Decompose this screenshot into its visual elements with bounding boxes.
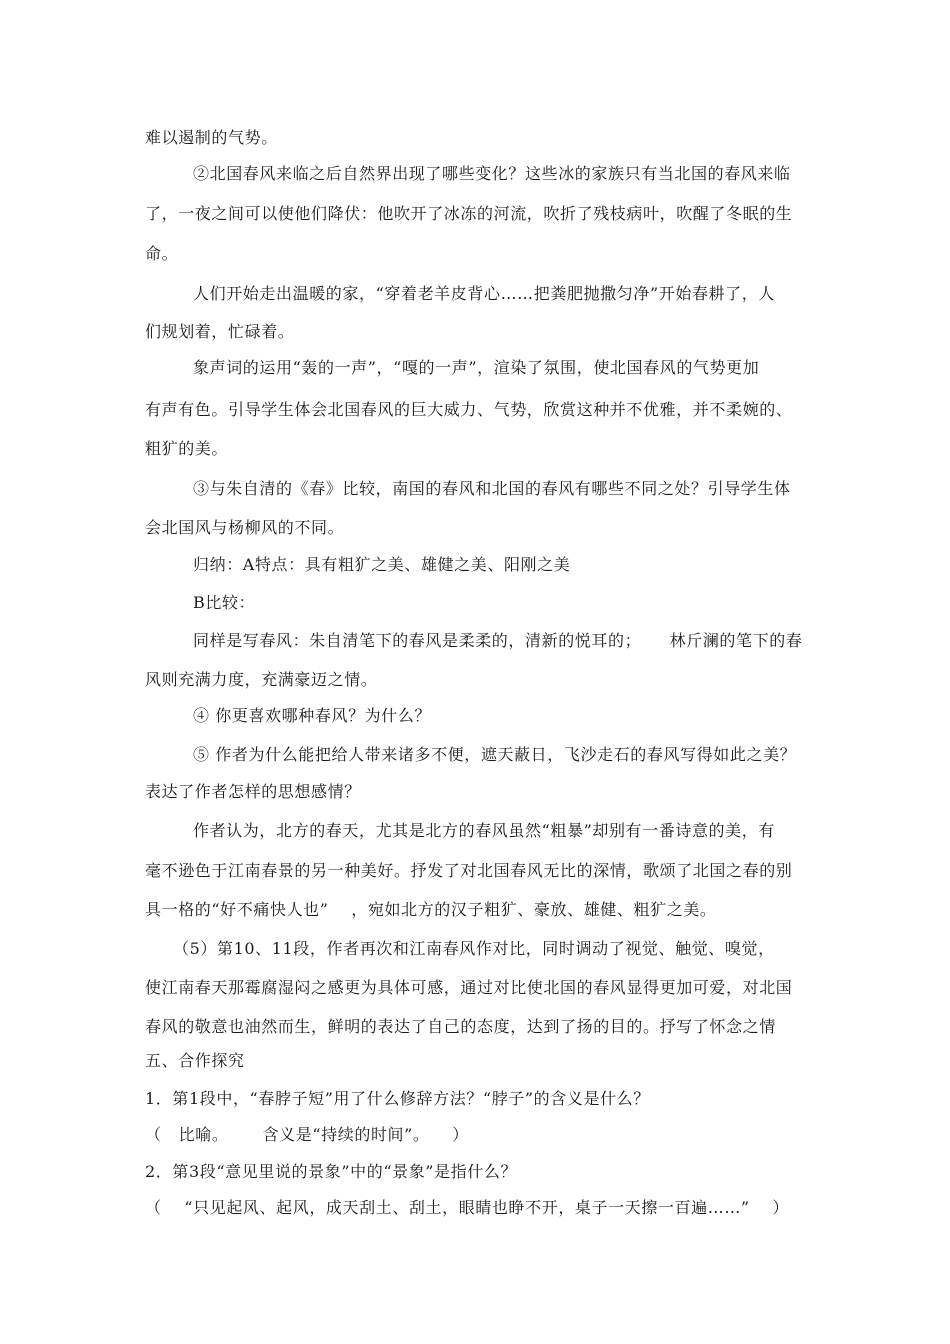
text-line: 归纳：A特点：具有粗犷之美、雄健之美、阳刚之美 xyxy=(193,555,571,574)
text-line: 象声词的运用“轰的一声”，“嘎的一声”，渲染了氛围，使北国春风的气势更加 xyxy=(193,358,760,377)
answer-2: （ “只见起风、起风，成天刮土、刮土，眼睛也睁不开，桌子一天擦一百遍……” ） xyxy=(145,1198,790,1217)
text-line: 使江南春天那霉腐湿闷之感更为具体可感，通过对比使北国的春风显得更加可爱，对北国 xyxy=(145,978,793,997)
text-line: ④ 你更喜欢哪种春风？为什么？ xyxy=(193,706,432,725)
text-line: 风则充满力度，充满豪迈之情。 xyxy=(145,670,378,689)
text-line: 难以遏制的气势。 xyxy=(145,128,278,147)
text-line: 表达了作者怎样的思想感情？ xyxy=(145,782,361,801)
text-line: （5）第10、11段，作者再次和江南春风作对比，同时调动了视觉、触觉、嗅觉， xyxy=(173,939,775,958)
text-line: 命。 xyxy=(145,244,179,263)
text-line: 人们开始走出温暖的家，“穿着老羊皮背心……把粪肥抛撒匀净”开始春耕了，人 xyxy=(193,284,775,303)
text-line: 作者认为，北方的春天，尤其是北方的春风虽然“粗暴”却别有一番诗意的美，有 xyxy=(193,821,775,840)
section-heading: 五、合作探究 xyxy=(145,1051,245,1070)
answer-1: （ 比喻。 含义是“持续的时间”。 ） xyxy=(145,1125,469,1144)
text-line: ③与朱自清的《春》比较，南国的春风和北国的春风有哪些不同之处？引导学生体 xyxy=(193,479,791,498)
text-line: 同样是写春风：朱自清笔下的春风是柔柔的，清新的悦耳的； 林斤澜的笔下的春 xyxy=(193,631,803,650)
text-line: B比较： xyxy=(193,593,256,612)
text-line: 有声有色。引导学生体会北国春风的巨大威力、气势，欣赏这种并不优雅，并不柔婉的、 xyxy=(145,400,793,419)
text-line: 们规划着，忙碌着。 xyxy=(145,322,295,341)
question-2: 2．第3段“意见里说的景象”中的“景象”是指什么？ xyxy=(145,1162,518,1181)
text-line: 会北国风与杨柳风的不同。 xyxy=(145,518,345,537)
text-line: 春风的敬意也油然而生，鲜明的表达了自己的态度，达到了扬的目的。抒写了怀念之情 xyxy=(145,1017,776,1036)
text-line: 了，一夜之间可以使他们降伏：他吹开了冰冻的河流，吹折了残枝病叶，吹醒了冬眠的生 xyxy=(145,204,793,223)
text-line: 具一格的“好不痛快人也” ，宛如北方的汉子粗犷、豪放、雄健、粗犷之美。 xyxy=(145,900,717,919)
question-1: 1．第1段中，“春脖子短”用了什么修辞方法？“脖子”的含义是什么？ xyxy=(145,1089,650,1108)
text-line: ⑤ 作者为什么能把给人带来诸多不便，遮天蔽日，飞沙走石的春风写得如此之美？ xyxy=(193,745,797,764)
text-line: 粗犷的美。 xyxy=(145,439,229,458)
text-line: 毫不逊色于江南春景的另一种美好。抒发了对北国春风无比的深情，歌颂了北国之春的别 xyxy=(145,861,793,880)
text-line: ②北国春风来临之后自然界出现了哪些变化？这些冰的家族只有当北国的春风来临 xyxy=(193,164,791,183)
